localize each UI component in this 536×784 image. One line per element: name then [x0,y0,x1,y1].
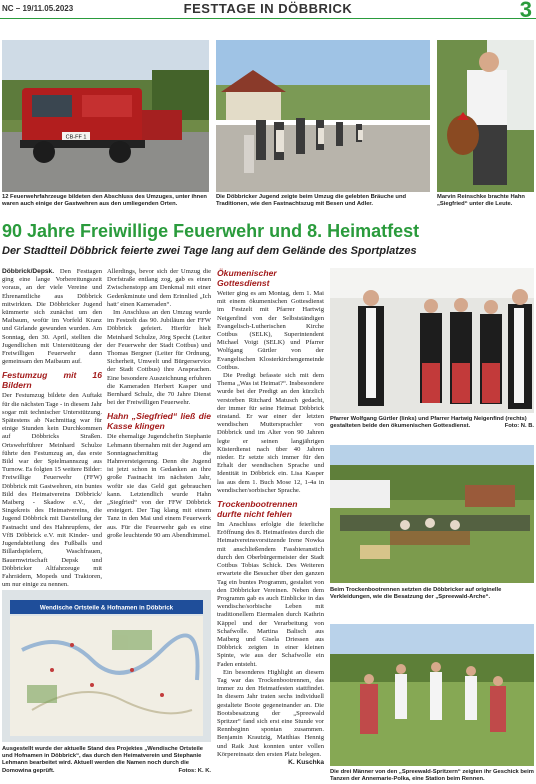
headline: 90 Jahre Freiwillige Feuerwehr und 8. Heimatfest [2,221,420,241]
caption-parade: Die Döbbricker Jugend zeigte beim Umzug die gelebten Bräuche und Traditionen, wie den Fastnachtszug mit Besen und Adler. [216,194,407,208]
caption-rooster: Marvin Reinschke brachte Hahn „Siegfried“ unter die Leute. [437,194,525,208]
article-column-3 [217,268,324,784]
paragraph: Die ehemalige Jugendchefin Stephanie Lehmann übernahm mit der Jugend am Sonntagnachmittag die Hahnversteigerung. Denn die Jugend ist jetzt schon in Gedanken an ihre große Fastnacht im nächsten Jahr, wofür sie das Geld gut gebrauchen kann. Letztendlich wurde Hahn „Siegfried“ von der FFW Döbbrick ersteigert. Der Tag klang mit einem Tanz in den Mai und einem Feuerwerk aus. Für die Feuerwehr gab es eine große leuchtende 90 am Abendhimmel. [107,433,211,539]
article-column-1 [2,268,102,589]
photo-credit: Fotos: K. K. [178,767,211,774]
caption-pastors: Pfarrer Wolfgang Gürtler (links) und Pfarrer Hartwig Neigenfind (rechts) gestalteten beide den ökumenischen Gottesdienst. Foto: N. B. [330,416,534,430]
paragraph: Der Festumzug bildete den Auftakt für die nächsten Tage - in diesem Jahr sogar mit technischer Unterstützung. Spätestens ab Nachmittag war für einige Stunden kein Durchkommen auf Döbbricks Straßen. Ortswehrführer Meinhard Schulze führte den Festumzug an, das erste Bild war der Spielmannszug aus Turnow. Es folgten 15 weitere Bilder: Freiwillige Feuerwehr (FFW) Döbbrick mit Gastwehren, ein buntes Bild des Heimatvereins Döbbrick/ Maiberg - Skadow e.V., der Singekreis des Heimatvereins, die Jugend Döbbrick mit Darstellung der Fastnacht und des Hahnrupfens, der VfB Döbbrick e.V. mit Kinder- und Jugendabteilung des Fußballs und Billardspielern, Waschfrauen, Bauernwirtschaft Depsk und Döbbricker Altfahrzeuge mit Fahrrädern, Mopeds und Traktoren, um nur einige zu nennen. [2,392,102,589]
caption-map-display: Ausgestellt wurde der aktuelle Stand des Projektes „Wendische Ortsteile und Hofnamen in Döbbrick“, das durch den Heimatverein und Stephanie Lehmann bearbeitet wird. Aktuell werden die Namen noch durch die Domowina geprüft. Fotos: K. K. [2,746,211,774]
paragraph: Die Predigt befasste sich mit dem Thema „Was ist Heimat?“. Insbesondere wurde bei der Predigt an den kürzlich verstorben Ritchard Matusch gedacht, der immer für seine Heimat Döbbrick einstand. Er war einer der letzten wendischen Muttersprachler von Döbbrick und im Alter von 90 Jahren legte er seinen langjährigen Küsterdienst nach über 40 Jahren nieder. Er setzte sich immer für den Erhalt der wendischen Sprache und Identität in Döbbrick ein. Lisa Kasper las aus dem 1. Buch Mose 12, 1-4a in wendischer/sorbischer Sprache. [217,372,324,494]
paragraph: Weiter ging es am Montag, dem 1. Mai mit einem ökumenischen Gottesdienst im Festzelt mit Pfarrer Hartwig Neigenfind von der Selbstständigen Evangelisch-Lutherischen Kirche Cottbus (SELK), Superintendent Michael Voigt (SELK) und Pfarrer Wolfgang Gürtler von der Evangelischen Klosterkirchengemeinde Cottbus. [217,290,324,371]
paragraph: Im Anschluss an den Umzug wurde im Festzelt das 90. Jubiläum der FFW Döbbrick gefeiert. Hierfür hielt Meinhard Schulze, Jörg Specht (Leiter der Feuerwehr der Stadt Cottbus) und Thomas Bergner (Leiter für Ordnung, Sicherheit, Umwelt und Bürgerservice der Stadt Cottbus) ihre Ansprachen. Eine besondere Auszeichnung erfuhren die Kameraden Herbert Kasper und Bernhard Schulz, die 70 Jahre Dienst bei der Freiwilligen Feuerwehr. [107,309,211,407]
subheading: Hahn „Siegfried“ ließ die Kasse klingen [107,411,211,432]
photo-dancers [330,624,534,766]
caption-dancers: Die drei Männer von den „Spreewald-Spritzern“ zeigten ihr Geschick beim Tanzen der Annemarie-Polka, eine Station beim Rennen. [330,769,534,783]
page-number: 3 [519,0,532,22]
photo-parade [216,40,430,192]
subheading: Ökumenischer Gottesdienst [217,268,277,288]
license-plate: CB-FF 1 [65,134,87,141]
subheading: Festumzug mit 16 Bildern [2,370,102,391]
section-title: FESTTAGE IN DÖBBRICK [183,1,353,16]
photo-credit: Foto: N. B. [504,423,534,430]
author: K. Kuschka [288,758,324,766]
article-column-2 [107,268,211,589]
paragraph: Allerdings, bevor sich der Umzug die Dorfstraße entlang zog, gab es einen Zwischenstopp am Denkmal mit einer Gedenkminute und dem Erinnlied „Ich hatt’ einen Kameraden“. [107,268,211,308]
paragraph: Den Festtagen ging eine lange Vorbereitungszeit voraus, an der viele Vereine und Ehrenamtliche aus Döbbrick mitwirkten. Die Döbbricker Jugend kümmerte sich zunächst um den Maibaum, wofür im Vorfeld Kranz und Girlande gewunden wurden. Am Sonntag, den 30. April, stellten die Jugendlichen mit Unterstützung der Freiwilligen Feuerwehr dann gemeinsam den Maibaum auf. [2,268,102,366]
photo-map-display [2,590,211,742]
photo-fire-trucks [2,40,209,192]
paragraph: Im Anschluss erfolgte die feierliche Eröffnung des 8. Heimatfestes durch die Heimatvereinsvorsitzende Irene Nowka mit anschließendem Fassbieranstich durch den Oberbürgermeister der Stadt Cottbus Tobias Schick. Des Weiteren erwartete die Besucher über den ganzen Tag ein buntes Programm, gestaltet von den Döbbricker Vereinen. Neben dem Programm gab es auch Einblicke in das wendische/sorbische Leben mit traditionellem Eiermalen durch Kathrin Käppel und der Verarbeitung von Schafwolle. Martina Balisch aus Maiberg und Gisela Driessen aus Döbbrick zeigten in einer kleinen Spinte, wie aus der Schafwolle ein Faden entsteht. [217,521,324,668]
paragraph: Ein besonderes Highlight an diesem Tag war das Trockenbootrennen, das immer zu den Heimatfesten stattfindet. In diesem Jahr traten sechs individuell gestaltete Boote gegeneinander an. Die Bootsbesatzung der „Spreewald Spritzer“ fand sich erst eine Stunde vor Rennbeginn spontan zusammen. Benjamin Krautzig, Matthias Hennig und Raik Just konnten unter vollen Körpereinsatz den ersten Platz belegen. [217,668,324,758]
photo-rooster [437,40,534,192]
photo-boat-race [330,445,534,583]
caption-fire-trucks: 12 Feuerwehrfahrzeuge bildeten den Abschluss des Umzuges, unter ihnen waren auch einige der Gastwehren aus den umliegenden Orten. [2,194,207,208]
issue-label: NC – 19/11.05.2023 [2,4,74,13]
page-header [0,0,536,22]
map-title: Wendische Ortsteile & Hofnamen in Döbbrick [39,604,174,612]
subheading: Trockenbootrennen durfte nicht fehlen [217,499,298,520]
subheadline: Der Stadtteil Döbbrick feierte zwei Tage lang auf dem Gelände des Sportplatzes [2,245,417,257]
dateline: Döbbrick/Depsk. [2,268,55,275]
photo-pastors [330,268,534,413]
caption-boat-race: Beim Trockenbootrennen setzten die Döbbricker auf originelle Verkleidungen, wie die Besatzung der „Spreewald-Arche“. [330,587,502,601]
